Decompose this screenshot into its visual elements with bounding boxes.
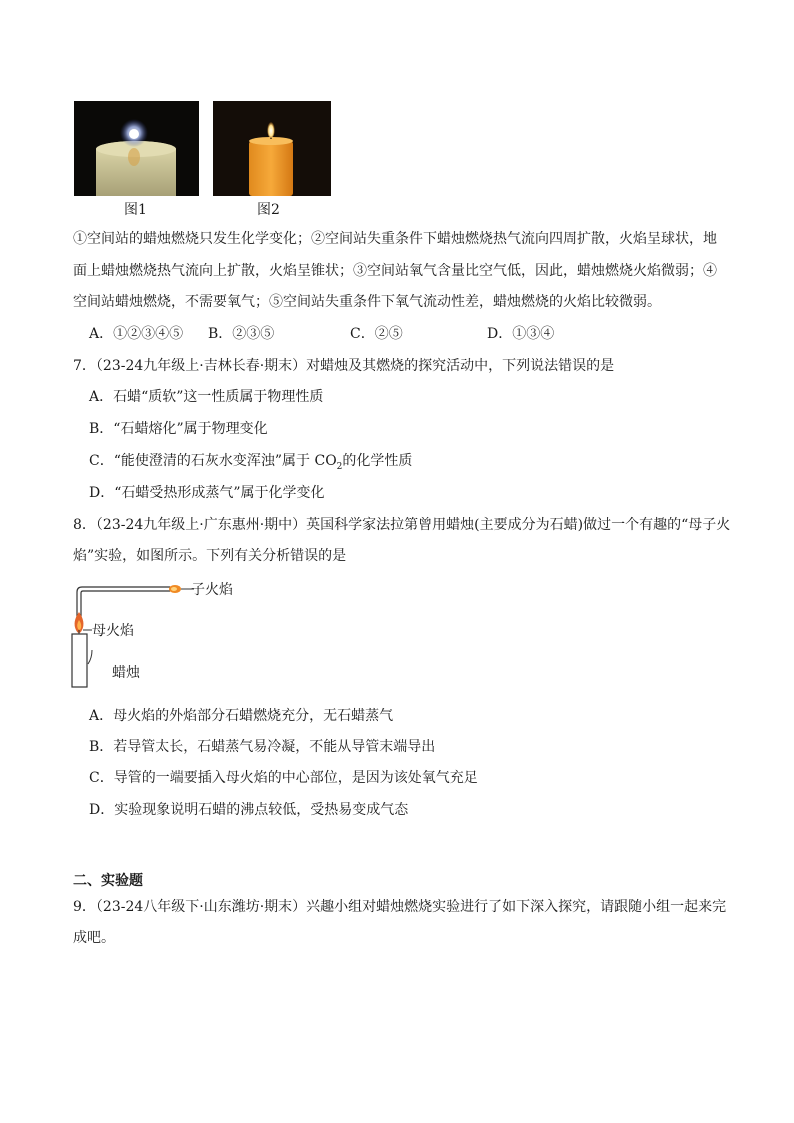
- q6-statement-line-1: ①空间站的蜡烛燃烧只发生化学变化；②空间站失重条件下蜡烛燃烧热气流向四周扩散，火焰呈球状，地: [73, 231, 717, 247]
- q6-option-c: C．②⑤: [350, 326, 403, 342]
- q7-option-b: B．“石蜡熔化”属于物理变化: [89, 421, 268, 437]
- figure-2-image: [213, 101, 331, 196]
- q7-stem: 7．（23-24九年级上·吉林长春·期末）对蜡烛及其燃烧的探究活动中，下列说法错误的是: [73, 358, 615, 374]
- q7-option-c: [89, 451, 412, 477]
- q8-option-d: D．实验现象说明石蜡的沸点较低，受热易变成气态: [89, 802, 409, 818]
- q6-statement-line-3: 空间站蜡烛燃烧，不需要氧气；⑤空间站失重条件下氧气流动性差，蜡烛燃烧的火焰比较微弱。: [73, 294, 661, 310]
- q8-option-b: B．若导管太长，石蜡蒸气易冷凝，不能从导管末端导出: [89, 739, 436, 755]
- diagram-label-mother-flame: 母火焰: [92, 623, 134, 639]
- q7-option-c-post: 的化学性质: [342, 453, 413, 469]
- figure-2-caption: 图2: [257, 202, 280, 218]
- section-title-experiment: 二、实验题: [73, 873, 143, 889]
- q7-option-d: D．“石蜡受热形成蒸气”属于化学变化: [89, 485, 325, 501]
- q7-option-a: A．石蜡“质软”这一性质属于物理性质: [89, 389, 324, 405]
- diagram-label-child-flame: 子火焰: [191, 582, 233, 598]
- q8-option-c: C．导管的一端要插入母火焰的中心部位，是因为该处氧气充足: [89, 770, 478, 786]
- diagram-label-candle: 蜡烛: [112, 665, 140, 681]
- q6-option-a: A．①②③④⑤: [89, 326, 184, 342]
- q6-option-b: B．②③⑤: [208, 326, 275, 342]
- q8-stem-line-2: 焰”实验，如图所示。下列有关分析错误的是: [73, 548, 347, 564]
- q6-statement-line-2: 面上蜡烛燃烧热气流向上扩散，火焰呈锥状；③空间站氧气含量比空气低，因此，蜡烛燃烧火焰微弱；④: [73, 263, 717, 279]
- q9-stem-line-2: 成吧。: [73, 930, 115, 946]
- q9-stem-line-1: 9．（23-24八年级下·山东潍坊·期末）兴趣小组对蜡烛燃烧实验进行了如下深入探究，请跟随小组一起来完: [73, 899, 727, 915]
- q8-option-a: A．母火焰的外焰部分石蜡燃烧充分，无石蜡蒸气: [89, 708, 394, 724]
- figure-1-photo: [74, 101, 199, 196]
- q7-option-c-subscript: 2: [336, 461, 343, 472]
- q8-stem-line-1: 8．（23-24九年级上·广东惠州·期中）英国科学家法拉第曾用蜡烛(主要成分为石蜡)做过一个有趣的“母子火: [73, 517, 731, 533]
- figure-1-caption: 图1: [124, 202, 147, 218]
- figure-2-photo: [213, 101, 331, 196]
- figure-1-image: [74, 101, 199, 196]
- q6-option-d: D．①③④: [487, 326, 555, 342]
- q7-option-c-pre: C．“能使澄清的石灰水变浑浊”属于 CO: [89, 453, 337, 469]
